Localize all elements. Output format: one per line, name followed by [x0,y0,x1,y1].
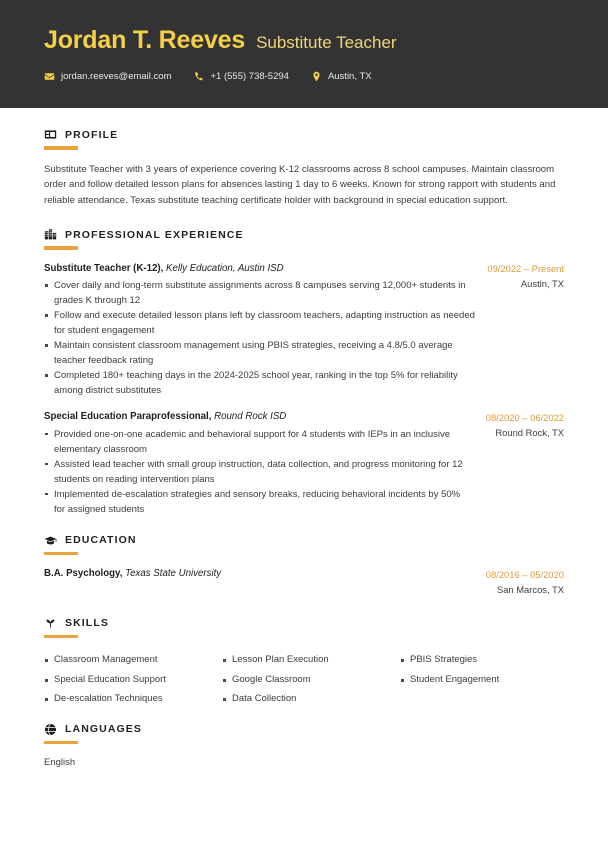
contact-row [44,71,564,82]
education-entry-heading [44,567,474,582]
phone-icon [194,71,205,82]
section-accent-bar [44,552,78,556]
spacer [44,597,564,617]
profile-summary-text: Substitute Teacher with 3 years of experience covering K-12 classrooms across 8 school campuses. Maintain classroom order and follow detailed lesson plans for absences lasting 1 day to 6 weeks. Known for strong rapport with students and reliable attendance. Texas substitute teaching certificate holder with background in special education support. [44,163,556,206]
experience-dates: 08/2020 – 06/2022 [485,411,564,423]
language-item: English [44,757,76,769]
section-languages-header [44,723,564,736]
section-accent-bar [44,246,78,250]
resume-body [0,108,608,771]
spacer [44,208,564,228]
spacer [44,709,564,723]
skill-item: Google Classroom [222,670,386,690]
contact-location [311,71,372,82]
id-card-icon [44,128,57,141]
contact-location-value: Austin, TX [327,71,372,82]
experience-bullet: Implemented de-escalation strategies and sensory breaks, reducing behavioral incidents by 50% for assigned students [44,487,474,517]
education-dates: 08/2016 – 05/2020 [485,568,564,580]
education-location: San Marcos, TX [496,583,564,595]
skill-item: De-escalation Techniques [44,689,208,709]
education-entry-main [44,567,474,584]
education-degree: B.A. Psychology, [44,568,123,580]
contact-phone-value: +1 (555) 738-5294 [210,71,289,82]
skill-item: PBIS Strategies [400,650,564,670]
experience-org: Kelly Education, Austin ISD [166,262,284,274]
map-pin-icon [311,71,322,82]
experience-bullet: Completed 180+ teaching days in the 2024-2025 school year, ranking in the top 5% for reliability among district substitutes [44,368,475,398]
section-skills-header [44,617,564,630]
experience-entry-meta [487,262,564,292]
section-accent-bar [44,741,78,745]
experience-entry-heading [44,410,474,425]
section-accent-bar [44,635,78,639]
section-experience-title: PROFESSIONAL EXPERIENCE [65,228,244,241]
section-education-header [44,534,564,547]
contact-email-value: jordan.reeves@email.com [61,71,172,82]
experience-role: Special Education Paraprofessional, [44,411,212,423]
education-entry [44,567,564,597]
spacer [44,517,564,534]
skill-item: Student Engagement [400,670,564,690]
experience-dates: 09/2022 – Present [487,263,564,275]
experience-entry-meta [486,410,564,440]
skills-grid [44,650,564,709]
resume-header [0,0,608,108]
section-profile [44,128,564,208]
experience-entry-heading [44,262,475,277]
section-languages [44,723,564,771]
experience-bullet-list [44,427,474,517]
experience-bullet-list [44,278,475,398]
section-skills-title: SKILLS [65,617,109,630]
section-experience-header [44,228,564,241]
skill-item: Lesson Plan Execution [222,650,386,670]
spacer [44,398,564,410]
contact-email[interactable] [44,71,172,82]
globe-icon [44,723,57,736]
section-education [44,534,564,597]
education-entry-meta [486,567,564,597]
experience-location: Round Rock, TX [495,426,564,438]
sprout-icon [44,617,57,630]
skill-item: Data Collection [222,689,386,709]
skill-item: Classroom Management [44,650,208,670]
section-languages-title: LANGUAGES [65,723,142,736]
education-school: Texas State University [125,568,222,580]
candidate-job-title: Substitute Teacher [256,33,397,52]
candidate-name: Jordan T. Reeves [44,26,246,54]
experience-bullet: Cover daily and long-term substitute assignments across 8 campuses serving 12,000+ students in grades K through 12 [44,278,475,308]
experience-location: Austin, TX [520,278,564,290]
experience-role: Substitute Teacher (K-12), [44,262,164,274]
experience-entry-main [44,410,474,517]
experience-entry [44,262,564,399]
section-skills [44,617,564,709]
experience-bullet: Maintain consistent classroom management using PBIS strategies, receiving a 4.8/5.0 average teacher feedback rating [44,338,475,368]
experience-bullet: Follow and execute detailed lesson plans left by classroom teachers, adapting instruction as needed for student engagement [44,308,475,338]
skill-item: Special Education Support [44,670,208,690]
experience-entry-main [44,262,475,399]
experience-bullet: Provided one-on-one academic and behavioral support for 4 students with IEPs in an inclusive elementary classroom [44,427,474,457]
experience-org: Round Rock ISD [214,411,287,423]
name-row [44,26,564,55]
experience-entry [44,410,564,517]
section-education-title: EDUCATION [65,534,137,547]
experience-bullet: Assisted lead teacher with small group instruction, data collection, and progress monitoring for 12 students on reading intervention plans [44,457,474,487]
section-accent-bar [44,146,78,150]
section-profile-header [44,128,564,141]
contact-phone[interactable] [194,71,289,82]
buildings-icon [44,228,57,241]
envelope-icon [44,71,55,82]
section-profile-title: PROFILE [65,128,119,141]
graduation-cap-icon [44,534,57,547]
section-experience [44,228,564,517]
